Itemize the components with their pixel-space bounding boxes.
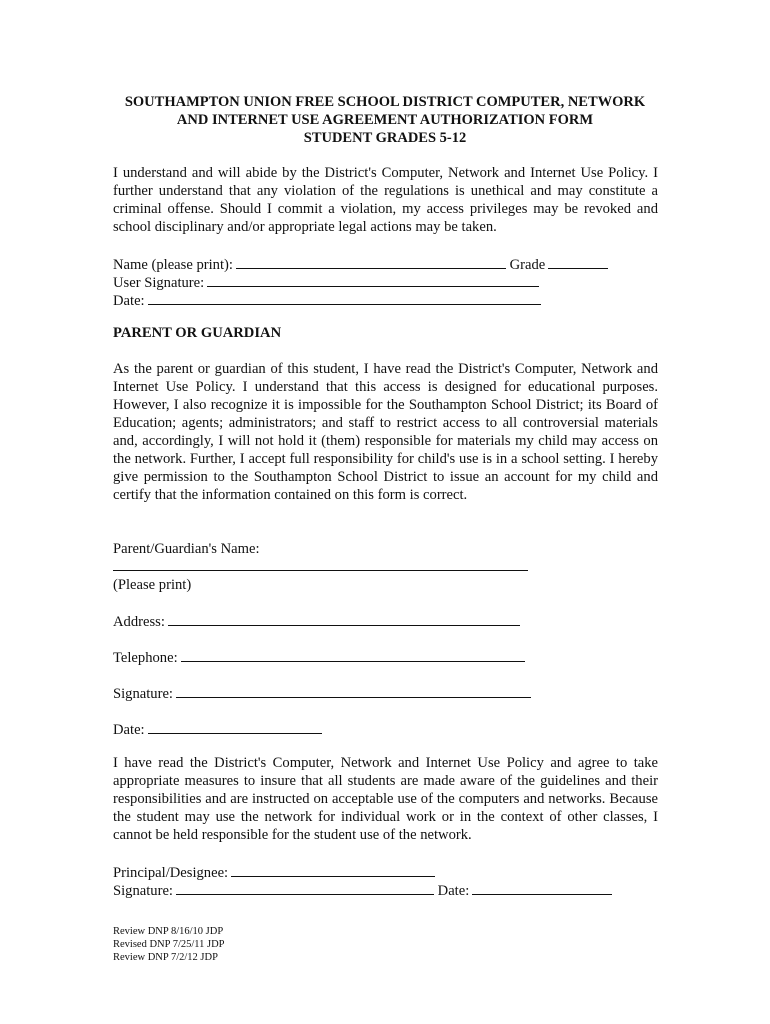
user-signature-row [113,272,539,292]
student-name-field[interactable] [236,254,506,269]
principal-signature-row [113,880,612,900]
student-date-label: Date: [113,293,145,309]
telephone-field[interactable] [181,647,525,662]
title-line-3: STUDENT GRADES 5-12 [303,130,467,146]
parent-heading: PARENT OR GUARDIAN [113,325,282,341]
student-statement: I understand and will abide by the District's Computer, Network and Internet Use Policy. I further understand that any violation of the regulations is unethical and may constitute a criminal offense. Should I commit a violation, my access privileges may be revoked and school disciplinary and/or appropriate legal actions may be taken. [113,165,658,235]
principal-designee-label: Principal/Designee: [113,865,229,881]
user-signature-label: User Signature: [113,275,205,291]
parent-date-label: Date: [113,722,145,738]
parent-signature-field[interactable] [176,683,531,698]
parent-date-field[interactable] [148,719,322,734]
telephone-row [113,647,525,667]
revision-footer [113,925,225,964]
student-name-row [113,254,608,274]
parent-date-row [113,719,322,739]
telephone-label: Telephone: [113,650,178,666]
address-label: Address: [113,614,165,630]
student-date-row [113,290,541,310]
principal-statement: I have read the District's Computer, Network and Internet Use Policy and agree to take appropriate measures to insure that all students are made aware of the guidelines and their responsibilities and are instructed on acceptable use of the computers and networks. Because the student may use the network for individual work or in the context of other classes, I cannot be held responsible for the student use of the network. [113,755,658,843]
principal-designee-row [113,862,435,882]
student-date-field[interactable] [148,290,541,305]
parent-name-label: Parent/Guardian's Name: [113,541,260,557]
grade-label: Grade [509,257,546,273]
parent-signature-label: Signature: [113,686,173,702]
user-signature-field[interactable] [207,272,539,287]
parent-name-field[interactable] [113,570,528,571]
footer-line-3: Review DNP 7/2/12 JDP [113,952,218,963]
principal-designee-field[interactable] [231,862,435,877]
address-field[interactable] [168,611,520,626]
title-line-1: SOUTHAMPTON UNION FREE SCHOOL DISTRICT COMPUTER, NETWORK [124,94,646,110]
student-name-label: Name (please print): [113,257,233,273]
footer-line-1: Review DNP 8/16/10 JDP [113,926,224,937]
address-row [113,611,520,631]
form-title [100,93,670,147]
title-line-2: AND INTERNET USE AGREEMENT AUTHORIZATION FORM [176,112,594,128]
grade-field[interactable] [548,254,608,269]
parent-statement: As the parent or guardian of this student, I have read the District's Computer, Network and Internet Use Policy. I understand that this access is designed for educational purposes. However, I also recognize it is impossible for the Southampton School District; its Board of Education; agents; administrators; and staff to restrict access to all controversial materials and, accordingly, I will not hold it (them) responsible for materials my child may access on the network. Further, I accept full responsibility for child's use is in a school setting. I hereby give permission to the Southampton School District to issue an account for my child and certify that the information contained on this form is correct. [113,361,658,503]
principal-date-label: Date: [437,883,470,899]
print-note: (Please print) [113,577,192,593]
principal-signature-field[interactable] [176,880,434,895]
parent-signature-row [113,683,531,703]
principal-date-field[interactable] [472,880,612,895]
footer-line-2: Revised DNP 7/25/11 JDP [113,939,225,950]
principal-signature-label: Signature: [113,883,173,899]
